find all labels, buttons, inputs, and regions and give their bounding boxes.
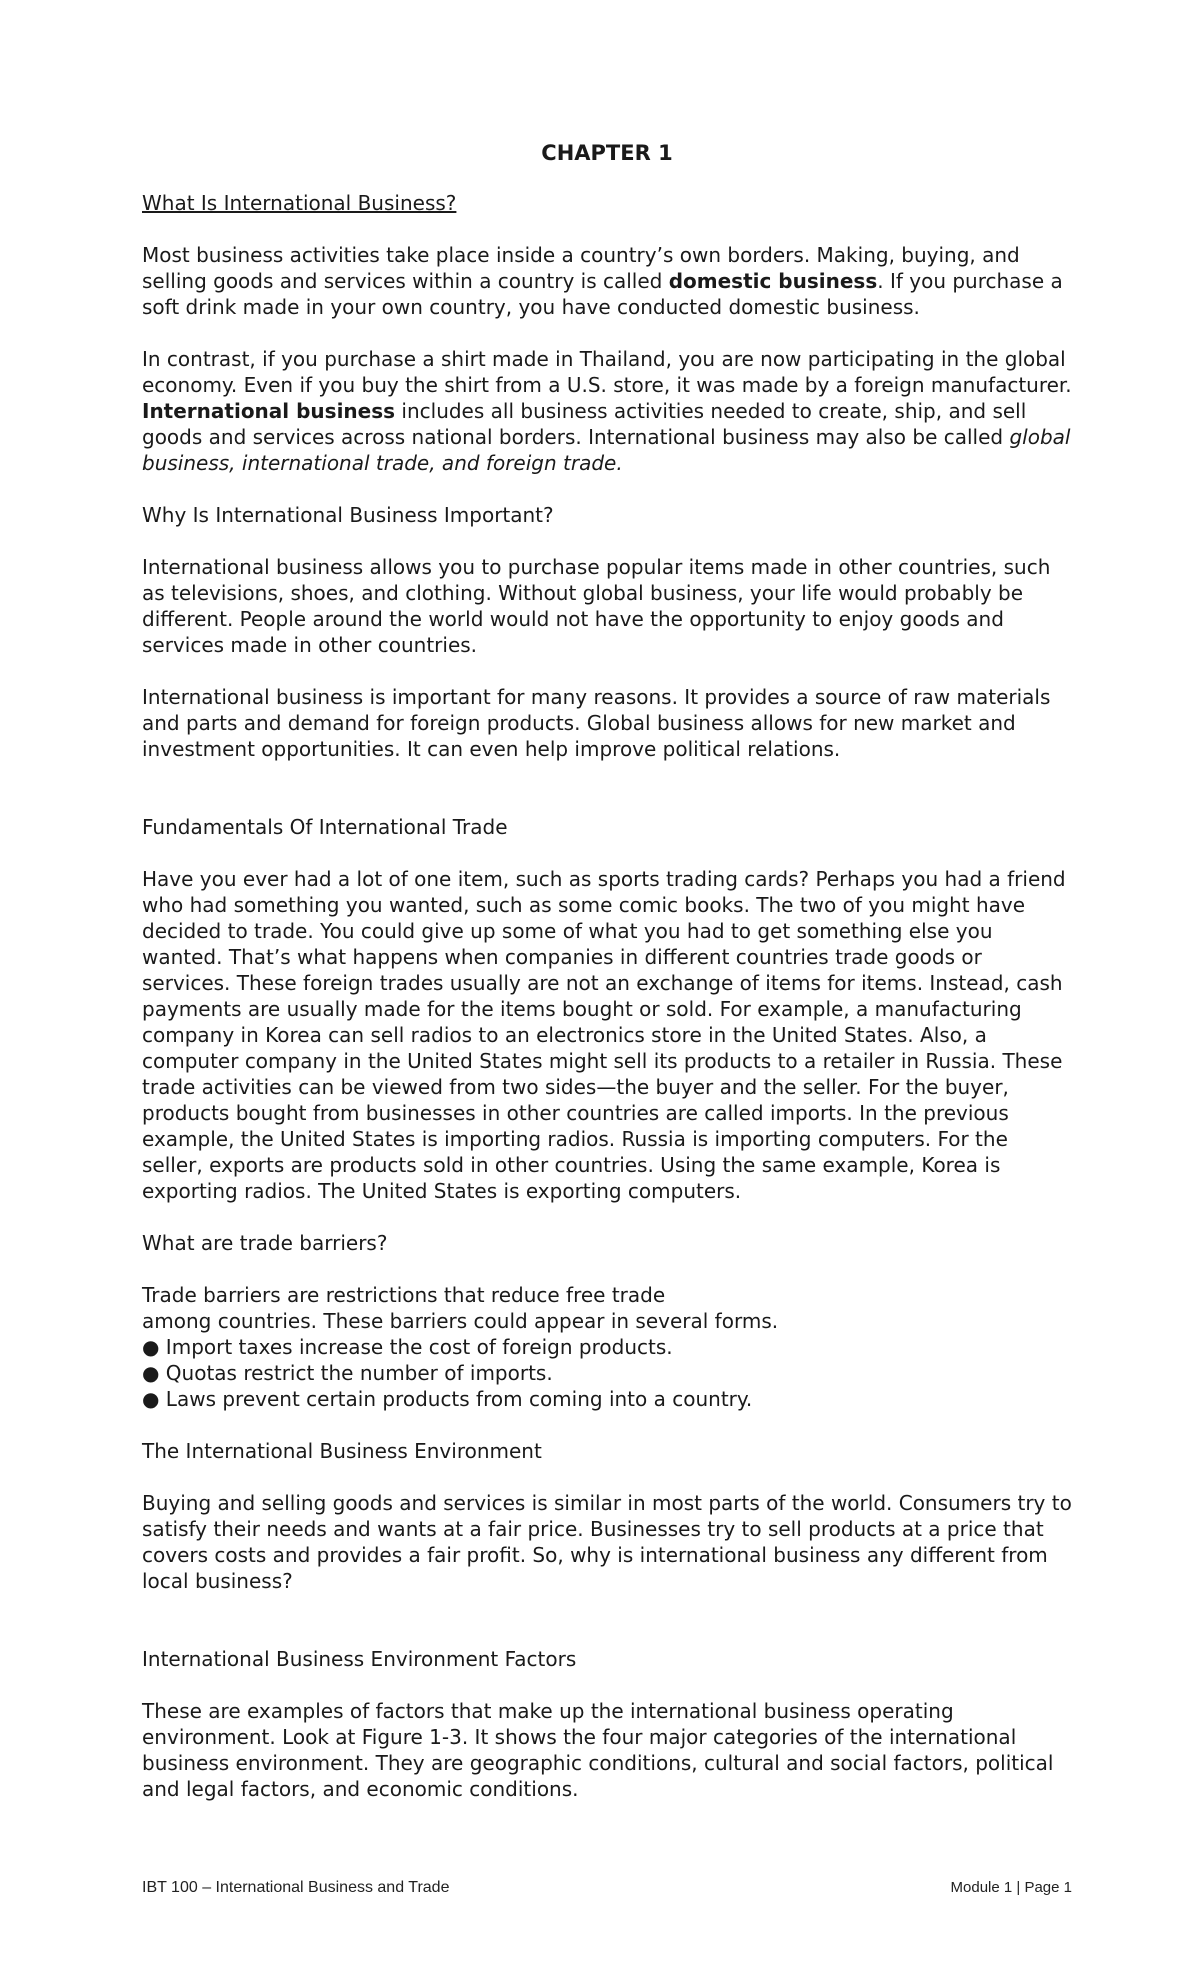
trade-barriers-block <box>142 1282 1072 1412</box>
term-alternate-names: global business, international trade, and foreign trade. <box>142 425 1071 475</box>
paragraph-fundamentals: Have you ever had a lot of one item, such as sports trading cards? Perhaps you had a friend who had something you wanted, such as some comic books. The two of you might have decided to trade. You could give up some of what you had to get something else you wanted. That’s what happens when companies in different countries trade goods or services. These foreign trades usually are not an exchange of items for items. Instead, cash payments are usually made for the items bought or sold. For example, a manufacturing company in Korea can sell radios to an electronics store in the United States. Also, a computer company in the United States might sell its products to a retailer in Russia. These trade activities can be viewed from two sides—the buyer and the seller. For the buyer, products bought from businesses in other countries are called imports. In the previous example, the United States is importing radios. Russia is importing computers. For the seller, exports are products sold in other countries. Using the same example, Korea is exporting radios. The United States is exporting computers. <box>142 867 1066 1203</box>
list-item: ● Quotas restrict the number of imports. <box>142 1361 553 1385</box>
section-heading-what-is-ib: What Is International Business? <box>142 191 457 215</box>
chapter-title: CHAPTER 1 <box>541 141 673 165</box>
section-heading-environment: The International Business Environment <box>142 1439 542 1463</box>
trade-barriers-list <box>142 1334 1072 1412</box>
term-international-business: International business <box>142 399 396 423</box>
text-run: In contrast, if you purchase a shirt made in Thailand, you are now participating in the global economy. Even if you buy the shirt from a U.S. store, it was made by a foreign manufacturer. <box>142 347 1072 397</box>
section-heading-fundamentals: Fundamentals Of International Trade <box>142 815 508 839</box>
text-run: Most business activities take place inside a country’s own borders. Making, buying, and selling goods and services within a country is called <box>142 243 1020 293</box>
trade-barriers-intro-line-2: among countries. These barriers could appear in several forms. <box>142 1309 779 1333</box>
spacer <box>142 1620 1072 1646</box>
text-run: includes all business activities needed to create, ship, and sell goods and services across national borders. International business may also be called <box>142 399 1027 449</box>
list-item: ● Import taxes increase the cost of foreign products. <box>142 1335 673 1359</box>
paragraph-domestic-business <box>142 242 1072 320</box>
term-domestic-business: domestic business <box>668 269 878 293</box>
paragraph-environment: Buying and selling goods and services is similar in most parts of the world. Consumers try to satisfy their needs and wants at a fair price. Businesses try to sell products at a price that covers costs and provides a fair profit. So, why is international business any different from local business? <box>142 1491 1072 1593</box>
paragraph-environment-factors: These are examples of factors that make up the international business operating environment. Look at Figure 1-3. It shows the four major categories of the international business environment. They are geographic conditions, cultural and social factors, political and legal factors, and economic conditions. <box>142 1699 1054 1801</box>
trade-barriers-intro-line-1: Trade barriers are restrictions that reduce free trade <box>142 1283 666 1307</box>
paragraph-international-business <box>142 346 1072 476</box>
section-heading-why-important: Why Is International Business Important? <box>142 503 554 527</box>
page-content <box>142 140 1072 1828</box>
footer-course-title: IBT 100 – International Business and Trade <box>142 1879 450 1896</box>
list-item: ● Laws prevent certain products from coming into a country. <box>142 1387 753 1411</box>
paragraph-why-important-2: International business is important for many reasons. It provides a source of raw materials and parts and demand for foreign products. Global business allows for new market and investment opportunities. It can even help improve political relations. <box>142 685 1051 761</box>
paragraph-why-important-1: International business allows you to purchase popular items made in other countries, such as televisions, shoes, and clothing. Without global business, your life would probably be different. People around the world would not have the opportunity to enjoy goods and services made in other countries. <box>142 555 1051 657</box>
text-run: . If you purchase a soft drink made in your own country, you have conducted domestic business. <box>142 269 1063 319</box>
section-heading-trade-barriers: What are trade barriers? <box>142 1231 388 1255</box>
spacer <box>142 788 1072 814</box>
footer-page-number: Module 1 | Page 1 <box>950 1879 1072 1896</box>
page-footer <box>142 1879 1072 1897</box>
section-heading-environment-factors: International Business Environment Factors <box>142 1647 577 1671</box>
